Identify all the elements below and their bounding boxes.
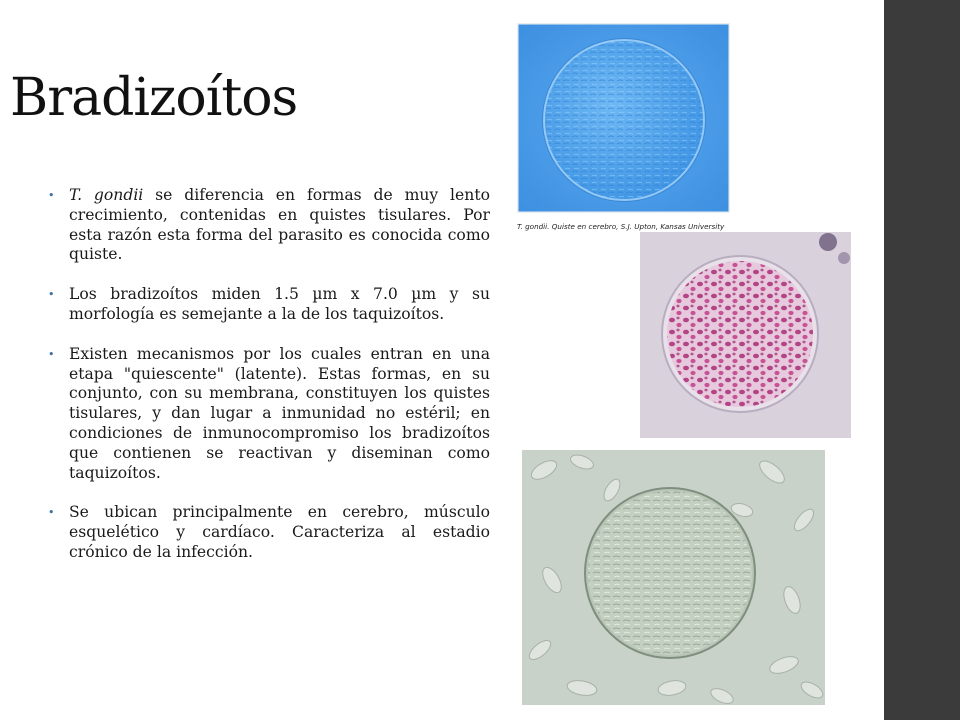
cyst-micrograph-unstained	[522, 450, 825, 705]
bullet-dot-icon: •	[48, 288, 55, 302]
bullet-dot-icon: •	[48, 189, 55, 202]
bullet-item	[48, 186, 490, 265]
bullet-list	[48, 186, 490, 583]
image-credit: T. gondii. Quiste en cerebro, S.J. Upton, Kansas University	[517, 222, 725, 231]
bullet-text: Los bradizoítos miden 1.5 µm x 7.0 µm y su morfología es semejante a la de los taquizoítos.	[69, 285, 490, 323]
cyst-micrograph-blue	[517, 23, 730, 213]
species-name: T. gondii	[69, 186, 144, 204]
bullet-item	[48, 285, 490, 325]
bullet-item	[48, 345, 490, 484]
bullet-dot-icon: •	[48, 506, 55, 520]
cyst-micrograph-stained	[640, 232, 851, 438]
bullet-text: Existen mecanismos por los cuales entran en una etapa "quiescente" (latente). Estas formas, en su conjunto, con su membrana, constituyen los quistes tisulares, y dan lugar a inmunidad no estéril; en condiciones de inmunocompromiso los bradizoítos que contienen se reactivan y diseminan como taquizoítos.	[69, 344, 490, 482]
side-band	[884, 0, 960, 720]
bullet-text: Se ubican principalmente en cerebro, músculo esquelético y cardíaco. Caracteriza al estadio crónico de la infección.	[69, 503, 490, 561]
bullet-text: se diferencia en formas de muy lento crecimiento, contenidas en quistes tisulares. Por esta razón esta forma del parasito es conocida como quiste.	[69, 186, 490, 264]
bullet-dot-icon: •	[48, 347, 55, 361]
slide-title: Bradizoítos	[10, 68, 298, 128]
bullet-item	[48, 503, 490, 562]
